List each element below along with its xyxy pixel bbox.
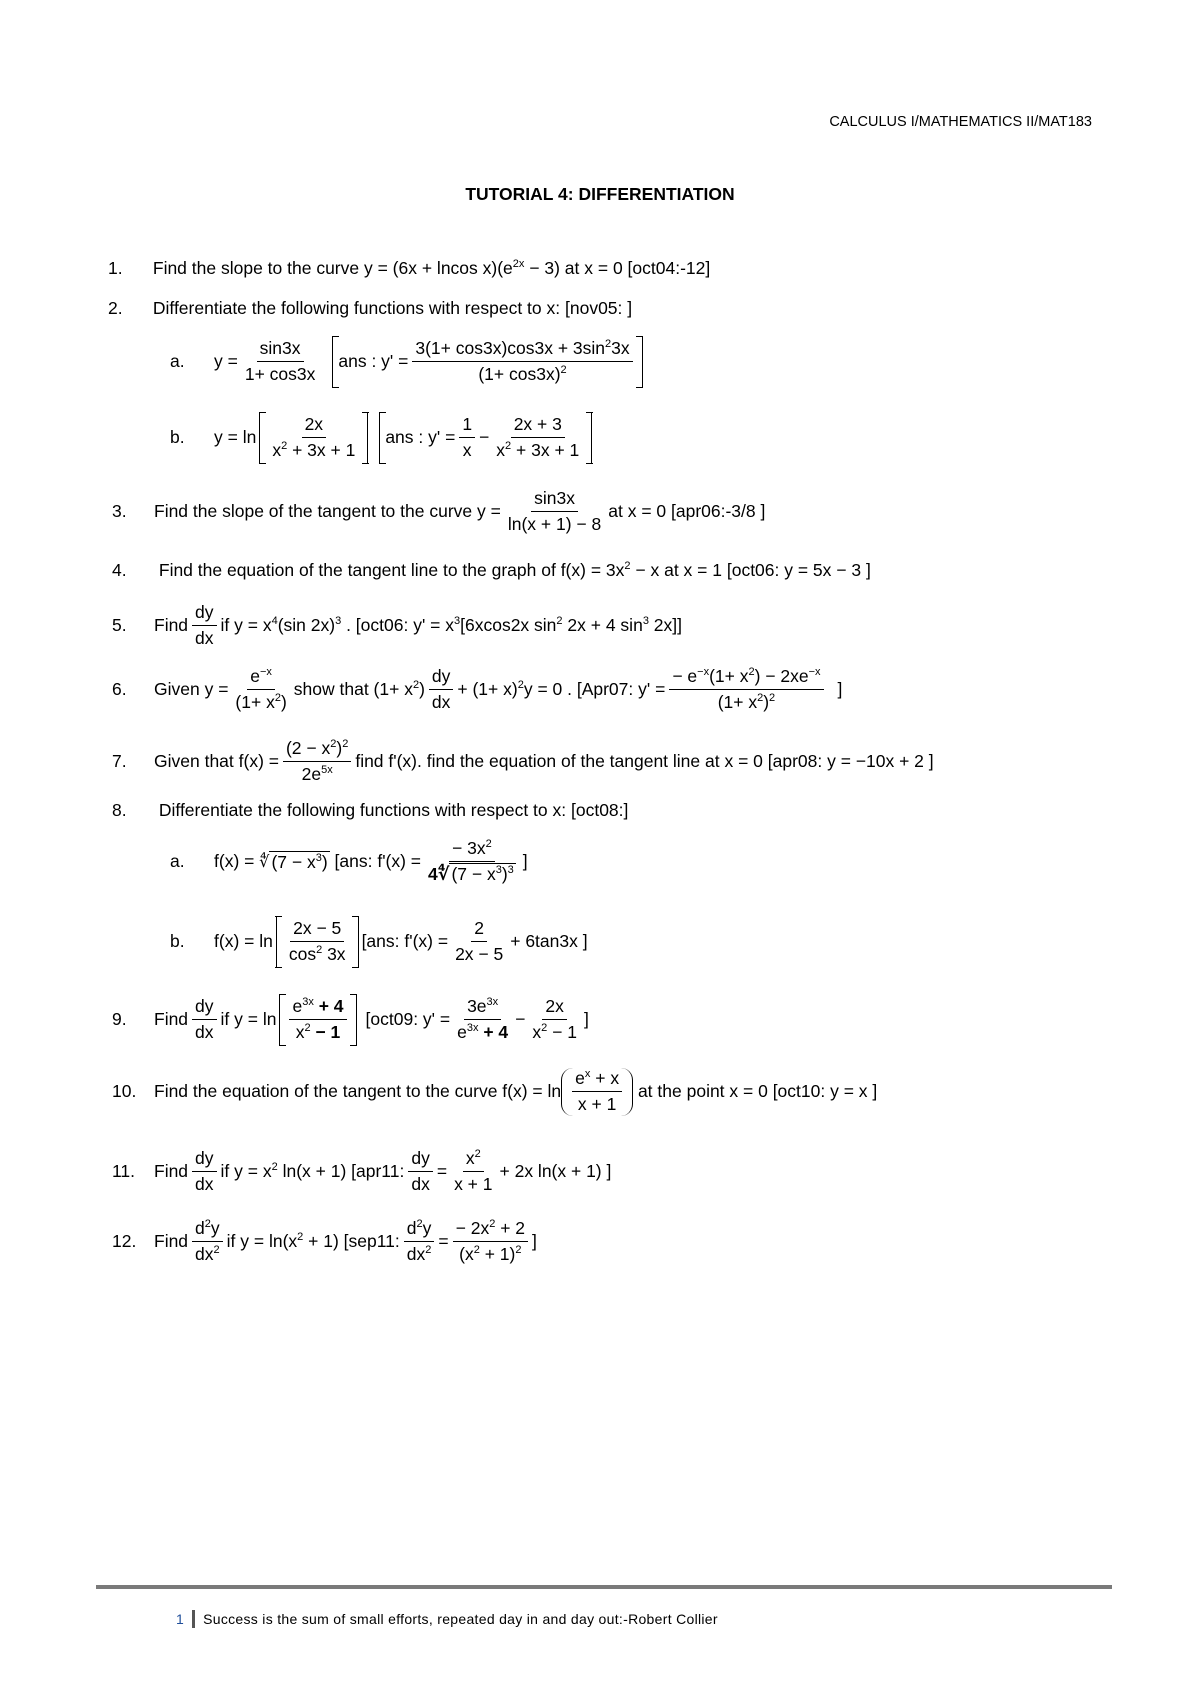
- question-8: 8. Differentiate the following functions with respect to x: [oct08:]: [112, 800, 629, 820]
- fraction: $\frac{\sin 3x}{\ln(x + 1) - 8}$: [507, 488, 602, 535]
- fraction: $\frac{- 2x^2 + 2}{(x^2 + 1)^2}$: [453, 1218, 528, 1266]
- question-2b: b. y = ln $\frac{2x}{x^2 + 3x + 1}$ ans : y' = $\frac{1}{x}$ − $\frac{2x + 3}{x^2 + 3x + 1}$: [170, 412, 595, 464]
- page-footer: [176, 1610, 718, 1628]
- course-header: CALCULUS I/MATHEMATICS II/MAT183: [829, 114, 1092, 130]
- fraction: $\frac{2x}{x^2 - 1}$: [532, 996, 577, 1043]
- page-number: 1: [176, 1611, 185, 1627]
- bracket: [279, 994, 356, 1046]
- fraction: $\frac{1}{x}$: [459, 414, 475, 462]
- fraction: $\frac{\sin 3x}{1+ \cos 3x}$: [244, 338, 316, 385]
- footer-divider: [96, 1585, 1112, 1589]
- fraction: $\frac{e^{-x}}{(1+ x^2)}$: [235, 666, 287, 713]
- parenthesis: [561, 1068, 633, 1116]
- fraction: $\frac{3e^{3x}}{e^{3x} + 4}$: [457, 996, 509, 1043]
- question-8b: b. f(x) = ln $\frac{2x - 5}{\cos^2 3x}$ [ans: f'(x) = $\frac{2}{2x - 5}$ + 6tan3x ]: [170, 916, 588, 968]
- question-11: 11. Find $\frac{dy}{dx}$ if $y = x^2$ ln(x + 1) [apr11: $\frac{dy}{dx}$ = $\frac{x^2}{x + 1}$ + 2x ln(x + 1) ]: [112, 1148, 612, 1195]
- question-10: 10. Find the equation of the tangent to the curve f(x) = ln $\frac{e^x + x}{x + 1}$ at the point x = 0 [oct10: y = x ]: [112, 1068, 878, 1115]
- answer-bracket: ans : y' = $\frac{3(1+ \cos 3x)\cos 3x + 3\sin^23x}{(1+ \cos 3x)^2}$: [332, 336, 642, 388]
- derivative: $\frac{dy}{dx}$: [429, 666, 453, 714]
- fraction: $\frac{2}{2x - 5}$: [455, 918, 504, 965]
- question-12: 12. Find $\frac{d^2y}{dx^2}$ if $y = \ln(x^2 + 1)$ [sep11: $\frac{d^2y}{dx^2}$ = $\frac{- 2x^2 + 2}{(x^2 + 1)^2}$ ]: [112, 1218, 537, 1265]
- bracket: [259, 412, 368, 464]
- question-6: 6. Given y = $\frac{e^{-x}}{(1+ x^2)}$ show that $(1+ x^2)$ $\frac{dy}{dx}$ + $(1+ x)^2y = 0$ . [Apr07: y' = $\frac{- e^{-x}(1+ x^2) - 2xe^{-x}}{(1+ x^2)^2}$ ]: [112, 666, 843, 713]
- question-9: 9. Find $\frac{dy}{dx}$ if y = ln $\frac{e^{3x} + 4}{x^2 - 1}$ [oct09: y' = $\frac{3e^{3x}}{e^{3x} + 4}$ − $\frac{2x}{x^2 - 1}$ ]: [112, 994, 589, 1046]
- fraction: $\frac{2x - 5}{\cos^2 3x}$: [288, 918, 346, 965]
- derivative: $\frac{dy}{dx}$: [192, 996, 216, 1044]
- fraction: $\frac{(2 - x^2)^2}{2e^{5x}}$: [283, 738, 351, 786]
- bracket: [276, 916, 359, 968]
- question-5: 5. Find $\frac{dy}{dx}$ if $y = x^4(\sin$ 2x)$^3$ . [oct06: $y' = x^3[6xcos2x$ $\sin^2 2x + 4$ $\sin^3 2x$]]: [112, 602, 683, 649]
- fraction: $\frac{x^2}{x + 1}$: [454, 1148, 493, 1195]
- derivative: $\frac{dy}{dx}$: [192, 1148, 216, 1196]
- question-1: 1. Find the slope to the curve y = (6x + lncos $x)(e^{2x} - 3)$ at x = 0 [oct04:-12]: [108, 258, 711, 278]
- footer-quote: Success is the sum of small efforts, repeated day in and day out:-Robert Collier: [203, 1611, 718, 1627]
- second-derivative: $\frac{d^2y}{dx^2}$: [192, 1218, 223, 1266]
- fraction: $\frac{e^x + x}{x + 1}$: [572, 1068, 622, 1116]
- fraction: $\frac{3(1+ \cos 3x)\cos 3x + 3\sin^23x}{(1+ \cos 3x)^2}$: [412, 338, 632, 386]
- second-derivative: $\frac{d^2y}{dx^2}$: [404, 1218, 435, 1266]
- fraction: $\frac{e^{3x} + 4}{x^2 - 1}$: [289, 996, 346, 1044]
- fraction: $\frac{2x + 3}{x^2 + 3x + 1}$: [496, 414, 580, 461]
- fraction: $\frac{- 3x^2}{4∜ (7 - x^3)^3}$: [428, 838, 514, 885]
- question-2a: a. y = $\frac{\sin 3x}{1+ \cos 3x}$ ans : y' = $\frac{3(1+ \cos 3x)\cos 3x + 3\sin^23x}{(1+ \cos 3x)^2}$: [170, 336, 646, 388]
- question-4: 4. Find the equation of the tangent line to the graph of $f(x) = 3x^2 - x$ at x = 1 [oct06: y = 5x − 3 ]: [112, 560, 871, 580]
- page-title: TUTORIAL 4: DIFFERENTIATION: [465, 184, 735, 204]
- derivative: $\frac{dy}{dx}$: [192, 602, 216, 650]
- question-7: 7. Given that f(x) = $\frac{(2 - x^2)^2}{2e^{5x}}$ find f'(x). find the equation of the tangent line at x = 0 [apr08: y = −10x + 2 ]: [112, 738, 934, 785]
- fraction: $\frac{- e^{-x}(1+ x^2) - 2xe^{-x}}{(1+ x^2)^2}$: [669, 666, 823, 714]
- fraction: $\frac{2x}{x^2 + 3x + 1}$: [272, 414, 356, 461]
- footer-bar: [192, 1610, 195, 1628]
- answer-bracket: ans : y' = $\frac{1}{x}$ − $\frac{2x + 3}{x^2 + 3x + 1}$: [379, 412, 592, 464]
- question-2: 2. Differentiate the following functions with respect to x: [nov05: ]: [108, 298, 633, 318]
- question-3: 3. Find the slope of the tangent to the curve y = $\frac{\sin 3x}{\ln(x + 1) - 8}$ at x = 0 [apr06:-3/8 ]: [112, 488, 766, 535]
- derivative: $\frac{dy}{dx}$: [408, 1148, 432, 1196]
- question-8a: a. f(x) = ∜ $(7 - x^3)$ [ans: f'(x) = $\frac{- 3x^2}{4∜ (7 - x^3)^3}$ ]: [170, 838, 528, 885]
